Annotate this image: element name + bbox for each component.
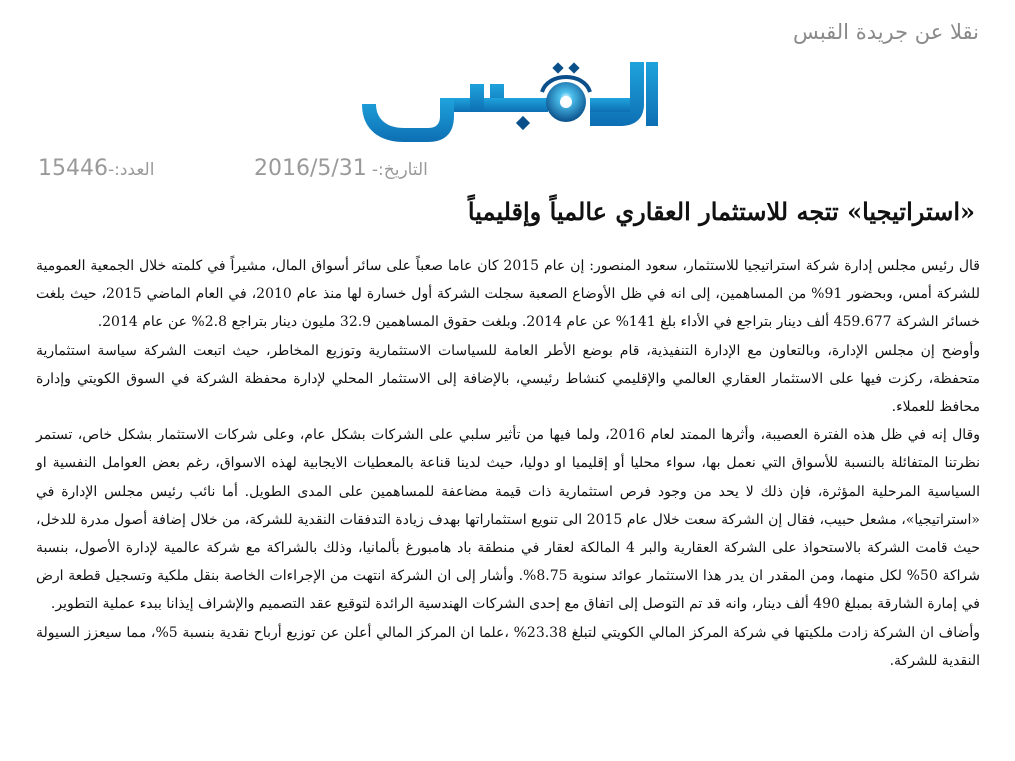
article-paragraph: قال رئيس مجلس إدارة شركة استراتيجيا للاستثمار، سعود المنصور: إن عام 2015 كان عاما صعباً على سائر أسواق المال، مشيراً في كلمته خلال الجمعية العمومية للشركة أمس، وبحضور 91% من المساهمين، إلى انه في ظل الأوضاع الصعبة سجلت الشركة أول خسارة لها منذ عام 2010، في العام الماضي 2015، حيث بلغت خسائر الشركة 459.677 ألف دينار بتراجع في الأداء بلغ 141% عن عام 2014. وبلغت حقوق المساهمين 32.9 مليون دينار بتراجع 2.8% عن عام 2014. <box>36 258 980 331</box>
article-headline: «استراتيجيا» تتجه للاستثمار العقاري عالمياً وإقليمياً <box>467 197 975 226</box>
article-paragraph: وأوضح إن مجلس الإدارة، وبالتعاون مع الإدارة التنفيذية، قام بوضع الأطر العامة للسياسات الاستثمارية وتوزيع المخاطر، حيث اتبعت الشركة سياسة استثمارية متحفظة، ركزت فيها على الاستثمار العقاري العالمي والإقليمي كنشاط رئيسي، بالإضافة إلى الاستثمار المحلي لإدارة محفظة الشركة في السوق الكويتي وإدارة محافظ للعملاء. <box>36 342 980 416</box>
publication-date <box>254 156 428 181</box>
date-value: 2016/5/31 <box>254 156 367 181</box>
article-paragraph: وقال إنه في ظل هذه الفترة العصيبة، وأثرها الممتد لعام 2016، ولما فيها من تأثير سلبي على الشركات بشكل عام، وعلى شركات الاستثمار بشكل خاص، تستمر نظرتنا المتفائلة بالنسبة للأسواق التي نعمل بها، سواء محليا أو إقليميا او دوليا، حيث لدينا قناعة بالمعطيات الايجابية لهذه الاسواق، رغم بعض العوامل النفسية او السياسية المرحلية المؤثرة، فإن ذلك لا يحد من وجود فرص استثمارية ذات قيمة مضاعفة للمساهمين على المدى الطويل. أما نائب رئيس مجلس الإدارة في «استراتيجيا»، مشعل حبيب، فقال إن الشركة سعت خلال عام 2015 الى تنويع استثماراتها بهدف زيادة التدفقات النقدية للشركة، من خلال إضافة أصول مدرة للدخل، حيث قامت الشركة بالاستحواذ على الشركة العقارية والبر 4 المالكة لعقار في منطقة باد هامبورغ بألمانيا، وذلك بالشراكة مع شركة عالمية لإدارة الأصول، بنسبة شراكة 50% لكل منهما، ومن المقدر ان يدر هذا الاستثمار عوائد سنوية 8.75%. وأشار إلى ان الشركة انتهت من الإجراءات الخاصة بنقل ملكية وتسجيل قطعة ارض في إمارة الشارقة بمبلغ 490 ألف دينار، وانه قد تم التوصل إلى اتفاق مع إحدى الشركات الهندسية الرائدة لتوقيع عقد التصميم والإشراف إيذانا ببدء عملية التطوير. <box>36 427 980 613</box>
issue-number <box>38 156 154 181</box>
meta-row <box>38 156 498 188</box>
issue-label: العدد:- <box>108 160 155 180</box>
article-paragraph: وأضاف ان الشركة زادت ملكيتها في شركة المركز المالي الكويتي لتبلغ 23.38% ،علما ان المركز المالي أعلن عن توزيع أرباح نقدية بنسبة 5%، مما سيعزز السيولة النقدية للشركة. <box>36 624 980 669</box>
issue-value: 15446 <box>38 156 108 181</box>
article-body <box>36 252 980 675</box>
source-note: نقلا عن جريدة القبس <box>793 20 979 44</box>
newspaper-logo <box>358 58 660 152</box>
date-label: التاريخ:- <box>371 160 428 180</box>
